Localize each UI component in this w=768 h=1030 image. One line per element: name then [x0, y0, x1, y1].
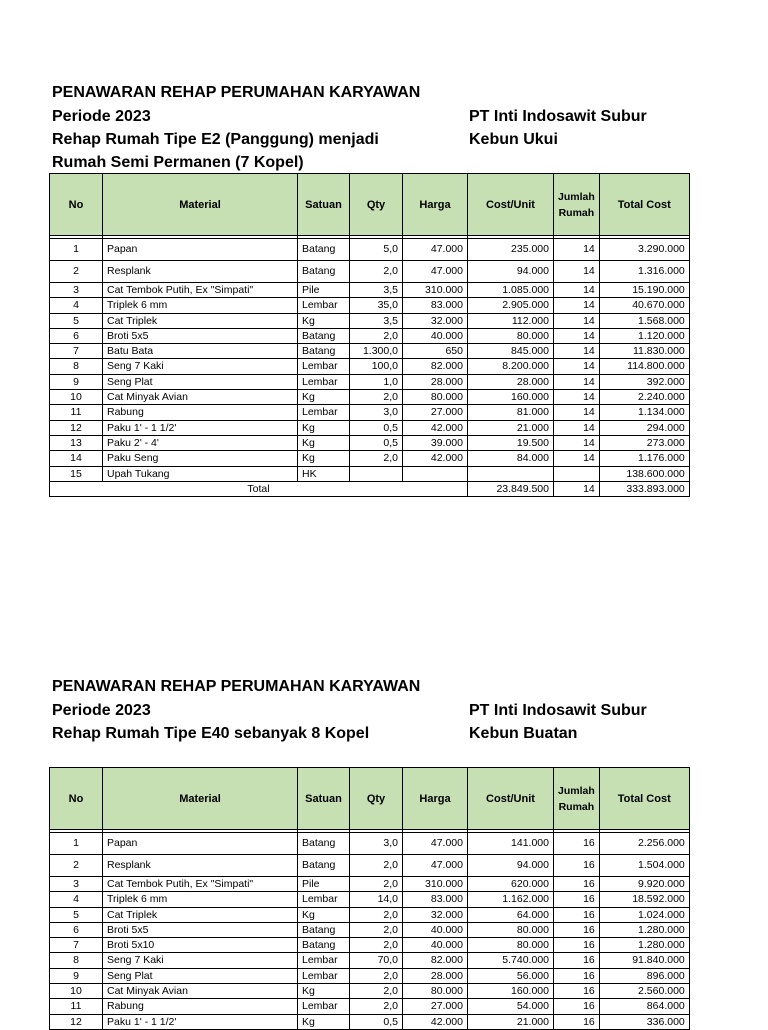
row-harga: 80.000	[403, 390, 468, 405]
row-material: Cat Tembok Putih, Ex "Simpati"	[103, 283, 298, 298]
row-cost-unit	[468, 466, 554, 481]
row-no: 2	[50, 261, 103, 283]
row-satuan: Lembar	[298, 999, 350, 1014]
row-cost-unit: 620.000	[468, 877, 554, 892]
row-satuan: Lembar	[298, 953, 350, 968]
row-total-cost: 896.000	[599, 968, 689, 983]
row-material: Paku 1' - 1 1/2'	[103, 420, 298, 435]
doc1-period: Periode 2023	[52, 108, 151, 125]
row-harga: 28.000	[403, 968, 468, 983]
row-qty: 2,0	[350, 968, 403, 983]
row-harga: 83.000	[403, 298, 468, 313]
row-satuan: Kg	[298, 984, 350, 999]
row-no: 15	[50, 466, 103, 481]
row-harga: 310.000	[403, 283, 468, 298]
header-satuan: Satuan	[298, 768, 350, 830]
row-total-cost: 294.000	[599, 420, 689, 435]
row-harga: 310.000	[403, 877, 468, 892]
row-material: Paku Seng	[103, 451, 298, 466]
row-cost-unit: 28.000	[468, 374, 554, 389]
row-total-cost: 336.000	[599, 1014, 689, 1029]
row-cost-unit: 160.000	[468, 984, 554, 999]
row-qty: 2,0	[350, 451, 403, 466]
row-total-cost: 1.134.000	[599, 405, 689, 420]
row-cost-unit: 141.000	[468, 833, 554, 855]
row-total-cost: 40.670.000	[599, 298, 689, 313]
row-harga: 82.000	[403, 359, 468, 374]
table-row	[50, 1014, 690, 1029]
total-jumlah-rumah: 14	[554, 481, 600, 496]
header-rumah: Rumah	[558, 206, 595, 219]
row-jumlah-rumah: 14	[554, 405, 600, 420]
row-cost-unit: 5.740.000	[468, 953, 554, 968]
row-harga: 32.000	[403, 907, 468, 922]
row-cost-unit: 81.000	[468, 405, 554, 420]
row-jumlah-rumah: 14	[554, 298, 600, 313]
header-harga: Harga	[403, 174, 468, 236]
row-harga: 40.000	[403, 328, 468, 343]
row-cost-unit: 80.000	[468, 328, 554, 343]
row-harga	[403, 466, 468, 481]
table-row	[50, 984, 690, 999]
row-material: Papan	[103, 833, 298, 855]
row-no: 5	[50, 907, 103, 922]
row-no: 8	[50, 359, 103, 374]
row-qty: 1.300,0	[350, 344, 403, 359]
row-no: 3	[50, 877, 103, 892]
row-material: Seng Plat	[103, 968, 298, 983]
table-row	[50, 374, 690, 389]
header-material: Material	[103, 768, 298, 830]
header-rumah: Rumah	[558, 800, 595, 813]
row-satuan: Lembar	[298, 298, 350, 313]
header-jumlah-rumah	[554, 174, 600, 236]
row-qty: 0,5	[350, 435, 403, 450]
row-jumlah-rumah	[554, 466, 600, 481]
row-material: Triplek 6 mm	[103, 298, 298, 313]
row-total-cost: 1.568.000	[599, 313, 689, 328]
row-material: Upah Tukang	[103, 466, 298, 481]
row-total-cost: 1.176.000	[599, 451, 689, 466]
row-satuan: Lembar	[298, 359, 350, 374]
row-material: Broti 5x5	[103, 922, 298, 937]
row-cost-unit: 845.000	[468, 344, 554, 359]
row-qty: 2,0	[350, 938, 403, 953]
table-row	[50, 968, 690, 983]
row-material: Paku 2' - 4'	[103, 435, 298, 450]
row-jumlah-rumah: 14	[554, 344, 600, 359]
row-total-cost: 2.560.000	[599, 984, 689, 999]
table-row	[50, 892, 690, 907]
row-no: 10	[50, 390, 103, 405]
header-satuan: Satuan	[298, 174, 350, 236]
row-jumlah-rumah: 16	[554, 938, 600, 953]
doc1-estate: Kebun Ukui	[469, 131, 558, 148]
row-harga: 47.000	[403, 833, 468, 855]
row-satuan: Lembar	[298, 892, 350, 907]
row-satuan: Kg	[298, 451, 350, 466]
row-harga: 650	[403, 344, 468, 359]
row-qty: 100,0	[350, 359, 403, 374]
row-jumlah-rumah: 14	[554, 359, 600, 374]
table-row	[50, 261, 690, 283]
row-jumlah-rumah: 14	[554, 420, 600, 435]
header-total-cost: Total Cost	[599, 174, 689, 236]
table-row	[50, 328, 690, 343]
row-satuan: Pile	[298, 877, 350, 892]
row-no: 14	[50, 451, 103, 466]
header-no: No	[50, 174, 103, 236]
row-total-cost: 1.316.000	[599, 261, 689, 283]
row-satuan: Batang	[298, 261, 350, 283]
table-row	[50, 390, 690, 405]
row-cost-unit: 94.000	[468, 261, 554, 283]
row-cost-unit: 160.000	[468, 390, 554, 405]
table-row	[50, 435, 690, 450]
doc2-description-line1: Rehap Rumah Tipe E40 sebanyak 8 Kopel	[52, 725, 370, 742]
row-qty: 2,0	[350, 999, 403, 1014]
row-material: Triplek 6 mm	[103, 892, 298, 907]
row-material: Cat Triplek	[103, 907, 298, 922]
row-cost-unit: 21.000	[468, 1014, 554, 1029]
row-satuan: Pile	[298, 283, 350, 298]
table-row	[50, 451, 690, 466]
row-material: Rabung	[103, 405, 298, 420]
row-material: Broti 5x5	[103, 328, 298, 343]
row-qty: 0,5	[350, 1014, 403, 1029]
row-material: Resplank	[103, 855, 298, 877]
row-no: 9	[50, 968, 103, 983]
row-qty: 3,0	[350, 405, 403, 420]
row-satuan: Batang	[298, 344, 350, 359]
row-total-cost: 1.120.000	[599, 328, 689, 343]
total-label: Total	[50, 481, 468, 496]
row-jumlah-rumah: 14	[554, 451, 600, 466]
row-harga: 47.000	[403, 261, 468, 283]
row-satuan: Lembar	[298, 374, 350, 389]
row-jumlah-rumah: 16	[554, 855, 600, 877]
header-qty: Qty	[350, 174, 403, 236]
row-harga: 28.000	[403, 374, 468, 389]
row-material: Seng Plat	[103, 374, 298, 389]
row-qty: 2,0	[350, 922, 403, 937]
row-jumlah-rumah: 14	[554, 374, 600, 389]
row-qty: 2,0	[350, 390, 403, 405]
doc2-estate: Kebun Buatan	[469, 725, 578, 742]
row-jumlah-rumah: 16	[554, 892, 600, 907]
table-row	[50, 999, 690, 1014]
row-material: Cat Triplek	[103, 313, 298, 328]
table-row	[50, 922, 690, 937]
row-cost-unit: 64.000	[468, 907, 554, 922]
row-cost-unit: 94.000	[468, 855, 554, 877]
row-satuan: HK	[298, 466, 350, 481]
row-qty: 2,0	[350, 261, 403, 283]
row-material: Broti 5x10	[103, 938, 298, 953]
row-satuan: Batang	[298, 239, 350, 261]
row-harga: 27.000	[403, 405, 468, 420]
row-total-cost: 1.280.000	[599, 938, 689, 953]
header-material: Material	[103, 174, 298, 236]
row-qty: 70,0	[350, 953, 403, 968]
header-jumlah-rumah	[554, 768, 600, 830]
row-material: Cat Minyak Avian	[103, 390, 298, 405]
doc1-description-line2: Rumah Semi Permanen (7 Kopel)	[52, 154, 304, 171]
row-satuan: Batang	[298, 833, 350, 855]
row-harga: 47.000	[403, 855, 468, 877]
row-jumlah-rumah: 16	[554, 922, 600, 937]
row-no: 4	[50, 298, 103, 313]
row-jumlah-rumah: 14	[554, 390, 600, 405]
row-jumlah-rumah: 14	[554, 313, 600, 328]
doc2-period: Periode 2023	[52, 702, 151, 719]
row-no: 7	[50, 938, 103, 953]
row-harga: 83.000	[403, 892, 468, 907]
row-satuan: Batang	[298, 328, 350, 343]
header-jumlah: Jumlah	[558, 190, 595, 203]
row-cost-unit: 2.905.000	[468, 298, 554, 313]
row-total-cost: 9.920.000	[599, 877, 689, 892]
table-row	[50, 405, 690, 420]
row-jumlah-rumah: 16	[554, 877, 600, 892]
row-cost-unit: 1.162.000	[468, 892, 554, 907]
row-total-cost: 864.000	[599, 999, 689, 1014]
row-total-cost: 1.280.000	[599, 922, 689, 937]
row-no: 12	[50, 1014, 103, 1029]
row-no: 8	[50, 953, 103, 968]
row-cost-unit: 112.000	[468, 313, 554, 328]
row-cost-unit: 21.000	[468, 420, 554, 435]
row-jumlah-rumah: 14	[554, 435, 600, 450]
row-no: 11	[50, 405, 103, 420]
row-jumlah-rumah: 16	[554, 984, 600, 999]
row-no: 9	[50, 374, 103, 389]
row-total-cost: 15.190.000	[599, 283, 689, 298]
row-cost-unit: 80.000	[468, 938, 554, 953]
table-row	[50, 359, 690, 374]
row-jumlah-rumah: 14	[554, 283, 600, 298]
row-qty: 3,5	[350, 313, 403, 328]
doc2-cost-table	[49, 767, 690, 1030]
row-total-cost: 11.830.000	[599, 344, 689, 359]
row-no: 11	[50, 999, 103, 1014]
row-no: 5	[50, 313, 103, 328]
row-cost-unit: 19.500	[468, 435, 554, 450]
doc1-company: PT Inti Indosawit Subur	[469, 108, 647, 125]
doc2-title: PENAWARAN REHAP PERUMAHAN KARYAWAN	[52, 678, 421, 695]
row-jumlah-rumah: 14	[554, 328, 600, 343]
table-header-row	[50, 174, 690, 236]
table-row	[50, 877, 690, 892]
row-harga: 39.000	[403, 435, 468, 450]
row-no: 3	[50, 283, 103, 298]
total-cost-unit: 23.849.500	[468, 481, 554, 496]
table-header-row	[50, 768, 690, 830]
total-row	[50, 481, 690, 496]
table-row	[50, 420, 690, 435]
row-material: Cat Minyak Avian	[103, 984, 298, 999]
row-total-cost: 392.000	[599, 374, 689, 389]
row-qty: 35,0	[350, 298, 403, 313]
row-no: 6	[50, 328, 103, 343]
row-harga: 27.000	[403, 999, 468, 1014]
header-harga: Harga	[403, 768, 468, 830]
row-cost-unit: 54.000	[468, 999, 554, 1014]
row-cost-unit: 1.085.000	[468, 283, 554, 298]
row-no: 10	[50, 984, 103, 999]
doc1-cost-table	[49, 173, 690, 497]
row-no: 6	[50, 922, 103, 937]
row-qty: 2,0	[350, 984, 403, 999]
row-harga: 32.000	[403, 313, 468, 328]
row-material: Cat Tembok Putih, Ex "Simpati"	[103, 877, 298, 892]
row-total-cost: 18.592.000	[599, 892, 689, 907]
table-row	[50, 344, 690, 359]
row-jumlah-rumah: 16	[554, 999, 600, 1014]
header-no: No	[50, 768, 103, 830]
row-material: Batu Bata	[103, 344, 298, 359]
table-row	[50, 298, 690, 313]
row-qty: 3,5	[350, 283, 403, 298]
row-cost-unit: 8.200.000	[468, 359, 554, 374]
row-total-cost: 2.240.000	[599, 390, 689, 405]
header-total-cost: Total Cost	[599, 768, 689, 830]
header-qty: Qty	[350, 768, 403, 830]
row-jumlah-rumah: 14	[554, 261, 600, 283]
row-no: 7	[50, 344, 103, 359]
row-total-cost: 1.024.000	[599, 907, 689, 922]
header-cost-unit: Cost/Unit	[468, 174, 554, 236]
row-harga: 42.000	[403, 420, 468, 435]
table-row	[50, 938, 690, 953]
row-total-cost: 1.504.000	[599, 855, 689, 877]
row-no: 4	[50, 892, 103, 907]
row-jumlah-rumah: 16	[554, 968, 600, 983]
row-qty: 2,0	[350, 855, 403, 877]
row-qty	[350, 466, 403, 481]
row-jumlah-rumah: 16	[554, 833, 600, 855]
doc2-company: PT Inti Indosawit Subur	[469, 702, 647, 719]
row-harga: 40.000	[403, 938, 468, 953]
row-no: 1	[50, 239, 103, 261]
row-jumlah-rumah: 16	[554, 907, 600, 922]
doc1-description-line1: Rehap Rumah Tipe E2 (Panggung) menjadi	[52, 131, 379, 148]
row-total-cost: 2.256.000	[599, 833, 689, 855]
row-material: Seng 7 Kaki	[103, 953, 298, 968]
row-material: Paku 1' - 1 1/2'	[103, 1014, 298, 1029]
row-material: Resplank	[103, 261, 298, 283]
row-material: Seng 7 Kaki	[103, 359, 298, 374]
row-harga: 80.000	[403, 984, 468, 999]
row-total-cost: 91.840.000	[599, 953, 689, 968]
row-cost-unit: 235.000	[468, 239, 554, 261]
row-jumlah-rumah: 16	[554, 953, 600, 968]
row-cost-unit: 84.000	[468, 451, 554, 466]
row-satuan: Lembar	[298, 968, 350, 983]
row-satuan: Kg	[298, 390, 350, 405]
row-jumlah-rumah: 14	[554, 239, 600, 261]
row-material: Papan	[103, 239, 298, 261]
table-row	[50, 833, 690, 855]
row-no: 1	[50, 833, 103, 855]
table-row	[50, 466, 690, 481]
row-jumlah-rumah: 16	[554, 1014, 600, 1029]
row-satuan: Batang	[298, 855, 350, 877]
row-satuan: Kg	[298, 313, 350, 328]
row-qty: 5,0	[350, 239, 403, 261]
row-total-cost: 273.000	[599, 435, 689, 450]
row-satuan: Lembar	[298, 405, 350, 420]
row-satuan: Kg	[298, 907, 350, 922]
row-satuan: Kg	[298, 1014, 350, 1029]
table-row	[50, 239, 690, 261]
row-qty: 2,0	[350, 877, 403, 892]
row-harga: 42.000	[403, 1014, 468, 1029]
header-cost-unit: Cost/Unit	[468, 768, 554, 830]
table-row	[50, 855, 690, 877]
table-row	[50, 907, 690, 922]
table-row	[50, 283, 690, 298]
table-row	[50, 953, 690, 968]
header-jumlah: Jumlah	[558, 784, 595, 797]
row-qty: 0,5	[350, 420, 403, 435]
row-no: 2	[50, 855, 103, 877]
row-qty: 14,0	[350, 892, 403, 907]
row-no: 13	[50, 435, 103, 450]
row-harga: 47.000	[403, 239, 468, 261]
row-satuan: Kg	[298, 435, 350, 450]
table-row	[50, 313, 690, 328]
row-qty: 3,0	[350, 833, 403, 855]
row-satuan: Batang	[298, 922, 350, 937]
row-qty: 2,0	[350, 907, 403, 922]
row-total-cost: 138.600.000	[599, 466, 689, 481]
row-harga: 82.000	[403, 953, 468, 968]
row-cost-unit: 80.000	[468, 922, 554, 937]
row-cost-unit: 56.000	[468, 968, 554, 983]
row-total-cost: 3.290.000	[599, 239, 689, 261]
row-material: Rabung	[103, 999, 298, 1014]
row-satuan: Batang	[298, 938, 350, 953]
row-harga: 40.000	[403, 922, 468, 937]
row-harga: 42.000	[403, 451, 468, 466]
grand-total-cost: 333.893.000	[599, 481, 689, 496]
row-total-cost: 114.800.000	[599, 359, 689, 374]
row-satuan: Kg	[298, 420, 350, 435]
doc1-title: PENAWARAN REHAP PERUMAHAN KARYAWAN	[52, 84, 421, 101]
row-no: 12	[50, 420, 103, 435]
row-qty: 1,0	[350, 374, 403, 389]
row-qty: 2,0	[350, 328, 403, 343]
